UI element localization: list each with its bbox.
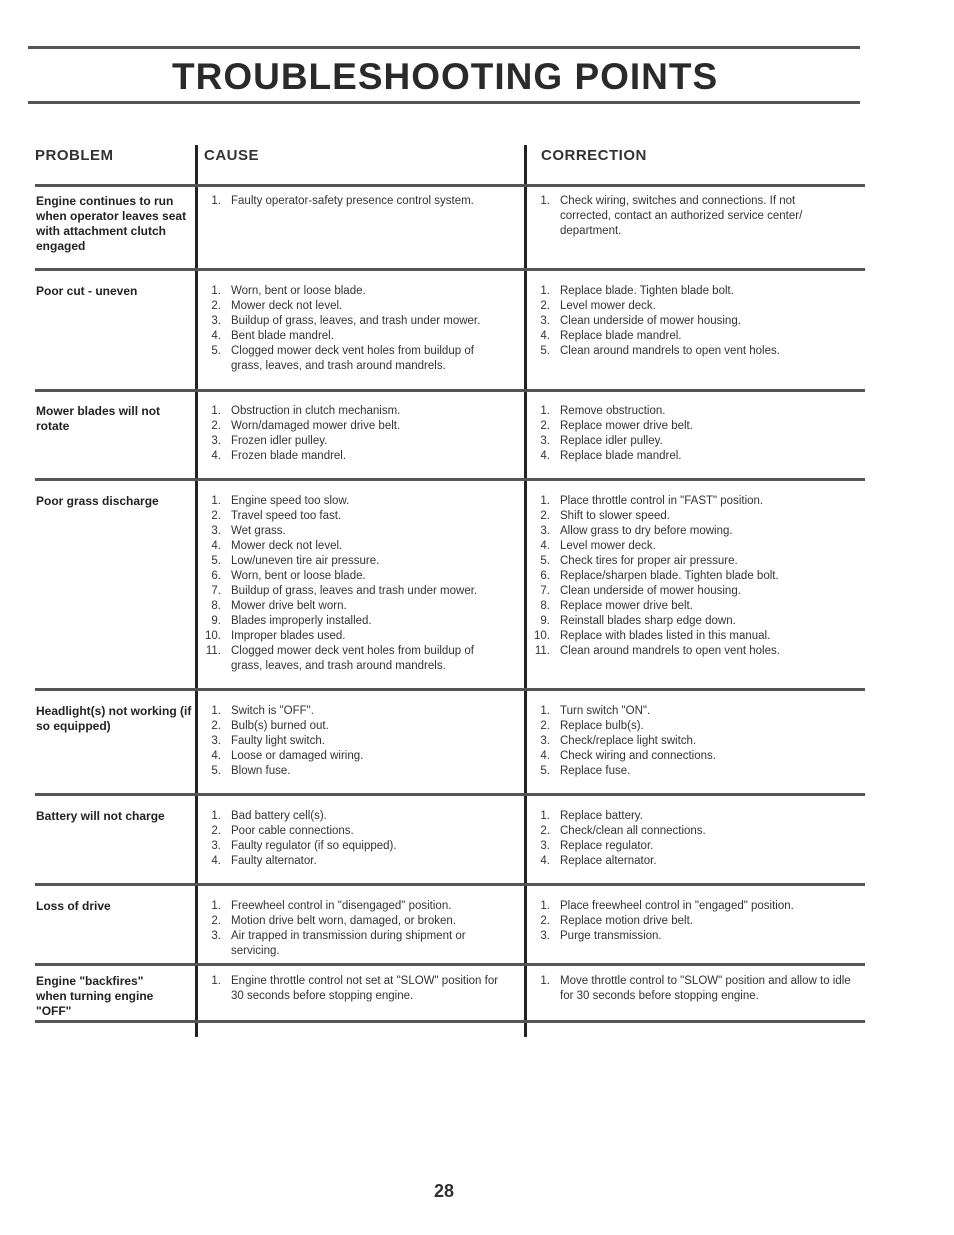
list-item: 4. Loose or damaged wiring.	[211, 750, 364, 762]
correction-list	[532, 194, 832, 239]
row-divider	[35, 963, 865, 966]
list-item: 2. Poor cable connections.	[211, 825, 354, 837]
title-bottom-rule	[28, 101, 860, 104]
list-item: 3. Wet grass.	[211, 525, 286, 537]
correction-list	[532, 404, 862, 464]
row-divider	[35, 478, 865, 481]
list-item: 5. Replace fuse.	[540, 765, 631, 777]
list-item: 11. Clean around mandrels to open vent holes.	[534, 645, 780, 657]
problem-label: Poor cut - uneven	[36, 284, 138, 298]
list-item: 1. Obstruction in clutch mechanism.	[211, 405, 401, 417]
list-item: 2. Check/clean all connections.	[540, 825, 706, 837]
list-item: 2. Replace bulb(s).	[540, 720, 644, 732]
row-divider	[35, 793, 865, 796]
list-item: 2. Replace motion drive belt.	[540, 915, 693, 927]
list-item: 1. Remove obstruction.	[540, 405, 666, 417]
list-item: 1. Replace battery.	[540, 810, 643, 822]
cause-list	[203, 284, 503, 374]
list-item: 1. Engine throttle control not set at "SLOW" position for 30 seconds before stopping engine.	[211, 975, 499, 1002]
list-item: 3. Replace idler pulley.	[540, 435, 663, 447]
list-item: 8. Replace mower drive belt.	[540, 600, 693, 612]
row-divider	[35, 184, 865, 187]
list-item: 5. Blown fuse.	[211, 765, 291, 777]
list-item: 2. Replace mower drive belt.	[540, 420, 693, 432]
list-item: 4. Mower deck not level.	[211, 540, 343, 552]
list-item: 1. Move throttle control to "SLOW" position and allow to idle for 30 seconds before stopping engine.	[540, 975, 851, 1002]
header-correction: CORRECTION	[541, 147, 647, 164]
row-divider	[35, 268, 865, 271]
list-item: 2. Level mower deck.	[540, 300, 656, 312]
list-item: 9. Reinstall blades sharp edge down.	[540, 615, 736, 627]
list-item: 10. Improper blades used.	[205, 630, 346, 642]
header-cause: CAUSE	[204, 147, 260, 164]
correction-list	[532, 974, 852, 1004]
list-item: 2. Mower deck not level.	[211, 300, 343, 312]
list-item: 3. Allow grass to dry before mowing.	[540, 525, 733, 537]
list-item: 3. Air trapped in transmission during shipment or servicing.	[211, 930, 466, 957]
row-divider	[35, 1020, 865, 1023]
list-item: 3. Purge transmission.	[540, 930, 662, 942]
problem-label: Engine "backfires" when turning engine "OFF"	[36, 974, 154, 1018]
list-item: 5. Low/uneven tire air pressure.	[211, 555, 380, 567]
list-item: 1. Switch is "OFF".	[211, 705, 314, 717]
list-item: 8. Mower drive belt worn.	[211, 600, 347, 612]
list-item: 1. Place throttle control in "FAST" position.	[540, 495, 764, 507]
correction-list	[532, 704, 862, 779]
list-item: 1. Faulty operator-safety presence control system.	[211, 195, 474, 207]
list-item: 4. Replace blade mandrel.	[540, 450, 682, 462]
list-item: 2. Worn/damaged mower drive belt.	[211, 420, 401, 432]
list-item: 3. Clean underside of mower housing.	[540, 315, 741, 327]
list-item: 10. Replace with blades listed in this manual.	[534, 630, 771, 642]
list-item: 2. Travel speed too fast.	[211, 510, 342, 522]
list-item: 1. Replace blade. Tighten blade bolt.	[540, 285, 734, 297]
list-item: 3. Check/replace light switch.	[540, 735, 697, 747]
list-item: 4. Replace alternator.	[540, 855, 657, 867]
list-item: 5. Clean around mandrels to open vent holes.	[540, 345, 780, 357]
list-item: 6. Replace/sharpen blade. Tighten blade bolt.	[540, 570, 779, 582]
row-divider	[35, 688, 865, 691]
list-item: 6. Worn, bent or loose blade.	[211, 570, 366, 582]
cause-list	[203, 899, 503, 959]
list-item: 7. Buildup of grass, leaves and trash under mower.	[211, 585, 478, 597]
list-item: 4. Level mower deck.	[540, 540, 656, 552]
row-divider	[35, 883, 865, 886]
cause-list	[203, 974, 503, 1004]
correction-list	[532, 899, 862, 944]
page-number: 28	[433, 1181, 455, 1201]
list-item: 3. Replace regulator.	[540, 840, 654, 852]
list-item: 4. Replace blade mandrel.	[540, 330, 682, 342]
cause-list	[203, 404, 521, 464]
list-item: 4. Faulty alternator.	[211, 855, 317, 867]
cause-list	[203, 494, 503, 674]
problem-label: Mower blades will not rotate	[36, 404, 161, 433]
page-title: TROUBLESHOOTING POINTS	[172, 56, 719, 97]
problem-label: Battery will not charge	[36, 809, 165, 823]
problem-label: Engine continues to run when operator leaves seat with attachment clutch engaged	[36, 194, 187, 253]
list-item: 5. Clogged mower deck vent holes from buildup of grass, leaves, and trash around mandrels.	[211, 345, 474, 372]
list-item: 2. Bulb(s) burned out.	[211, 720, 329, 732]
correction-list	[532, 284, 862, 359]
problem-label: Loss of drive	[36, 899, 111, 913]
list-item: 1. Worn, bent or loose blade.	[211, 285, 366, 297]
cause-list	[203, 194, 521, 209]
list-item: 9. Blades improperly installed.	[211, 615, 372, 627]
list-item: 1. Bad battery cell(s).	[211, 810, 327, 822]
problem-label: Poor grass discharge	[36, 494, 159, 508]
list-item: 4. Frozen blade mandrel.	[211, 450, 347, 462]
list-item: 2. Motion drive belt worn, damaged, or broken.	[211, 915, 457, 927]
list-item: 3. Frozen idler pulley.	[211, 435, 328, 447]
list-item: 4. Bent blade mandrel.	[211, 330, 334, 342]
column-divider-correction	[524, 145, 527, 1037]
list-item: 4. Check wiring and connections.	[540, 750, 716, 762]
list-item: 11. Clogged mower deck vent holes from buildup of grass, leaves, and trash around mandrels.	[205, 645, 474, 672]
row-divider	[35, 389, 865, 392]
cause-list	[203, 704, 521, 779]
header-problem: PROBLEM	[35, 147, 114, 164]
list-item: 1. Place freewheel control in "engaged" position.	[540, 900, 794, 912]
problem-label: Headlight(s) not working (if so equipped)	[36, 704, 192, 733]
list-item: 5. Check tires for proper air pressure.	[540, 555, 738, 567]
list-item: 1. Check wiring, switches and connections. If not corrected, contact an authorized service center/ department.	[540, 195, 803, 237]
correction-list	[532, 809, 862, 869]
list-item: 7. Clean underside of mower housing.	[540, 585, 741, 597]
list-item: 3. Buildup of grass, leaves, and trash under mower.	[211, 315, 481, 327]
list-item: 2. Shift to slower speed.	[540, 510, 670, 522]
cause-list	[203, 809, 521, 869]
correction-list	[532, 494, 862, 659]
list-item: 3. Faulty light switch.	[211, 735, 325, 747]
title-top-rule	[28, 46, 860, 49]
list-item: 1. Engine speed too slow.	[211, 495, 350, 507]
list-item: 1. Turn switch "ON".	[540, 705, 651, 717]
list-item: 3. Faulty regulator (if so equipped).	[211, 840, 397, 852]
list-item: 1. Freewheel control in "disengaged" position.	[211, 900, 452, 912]
